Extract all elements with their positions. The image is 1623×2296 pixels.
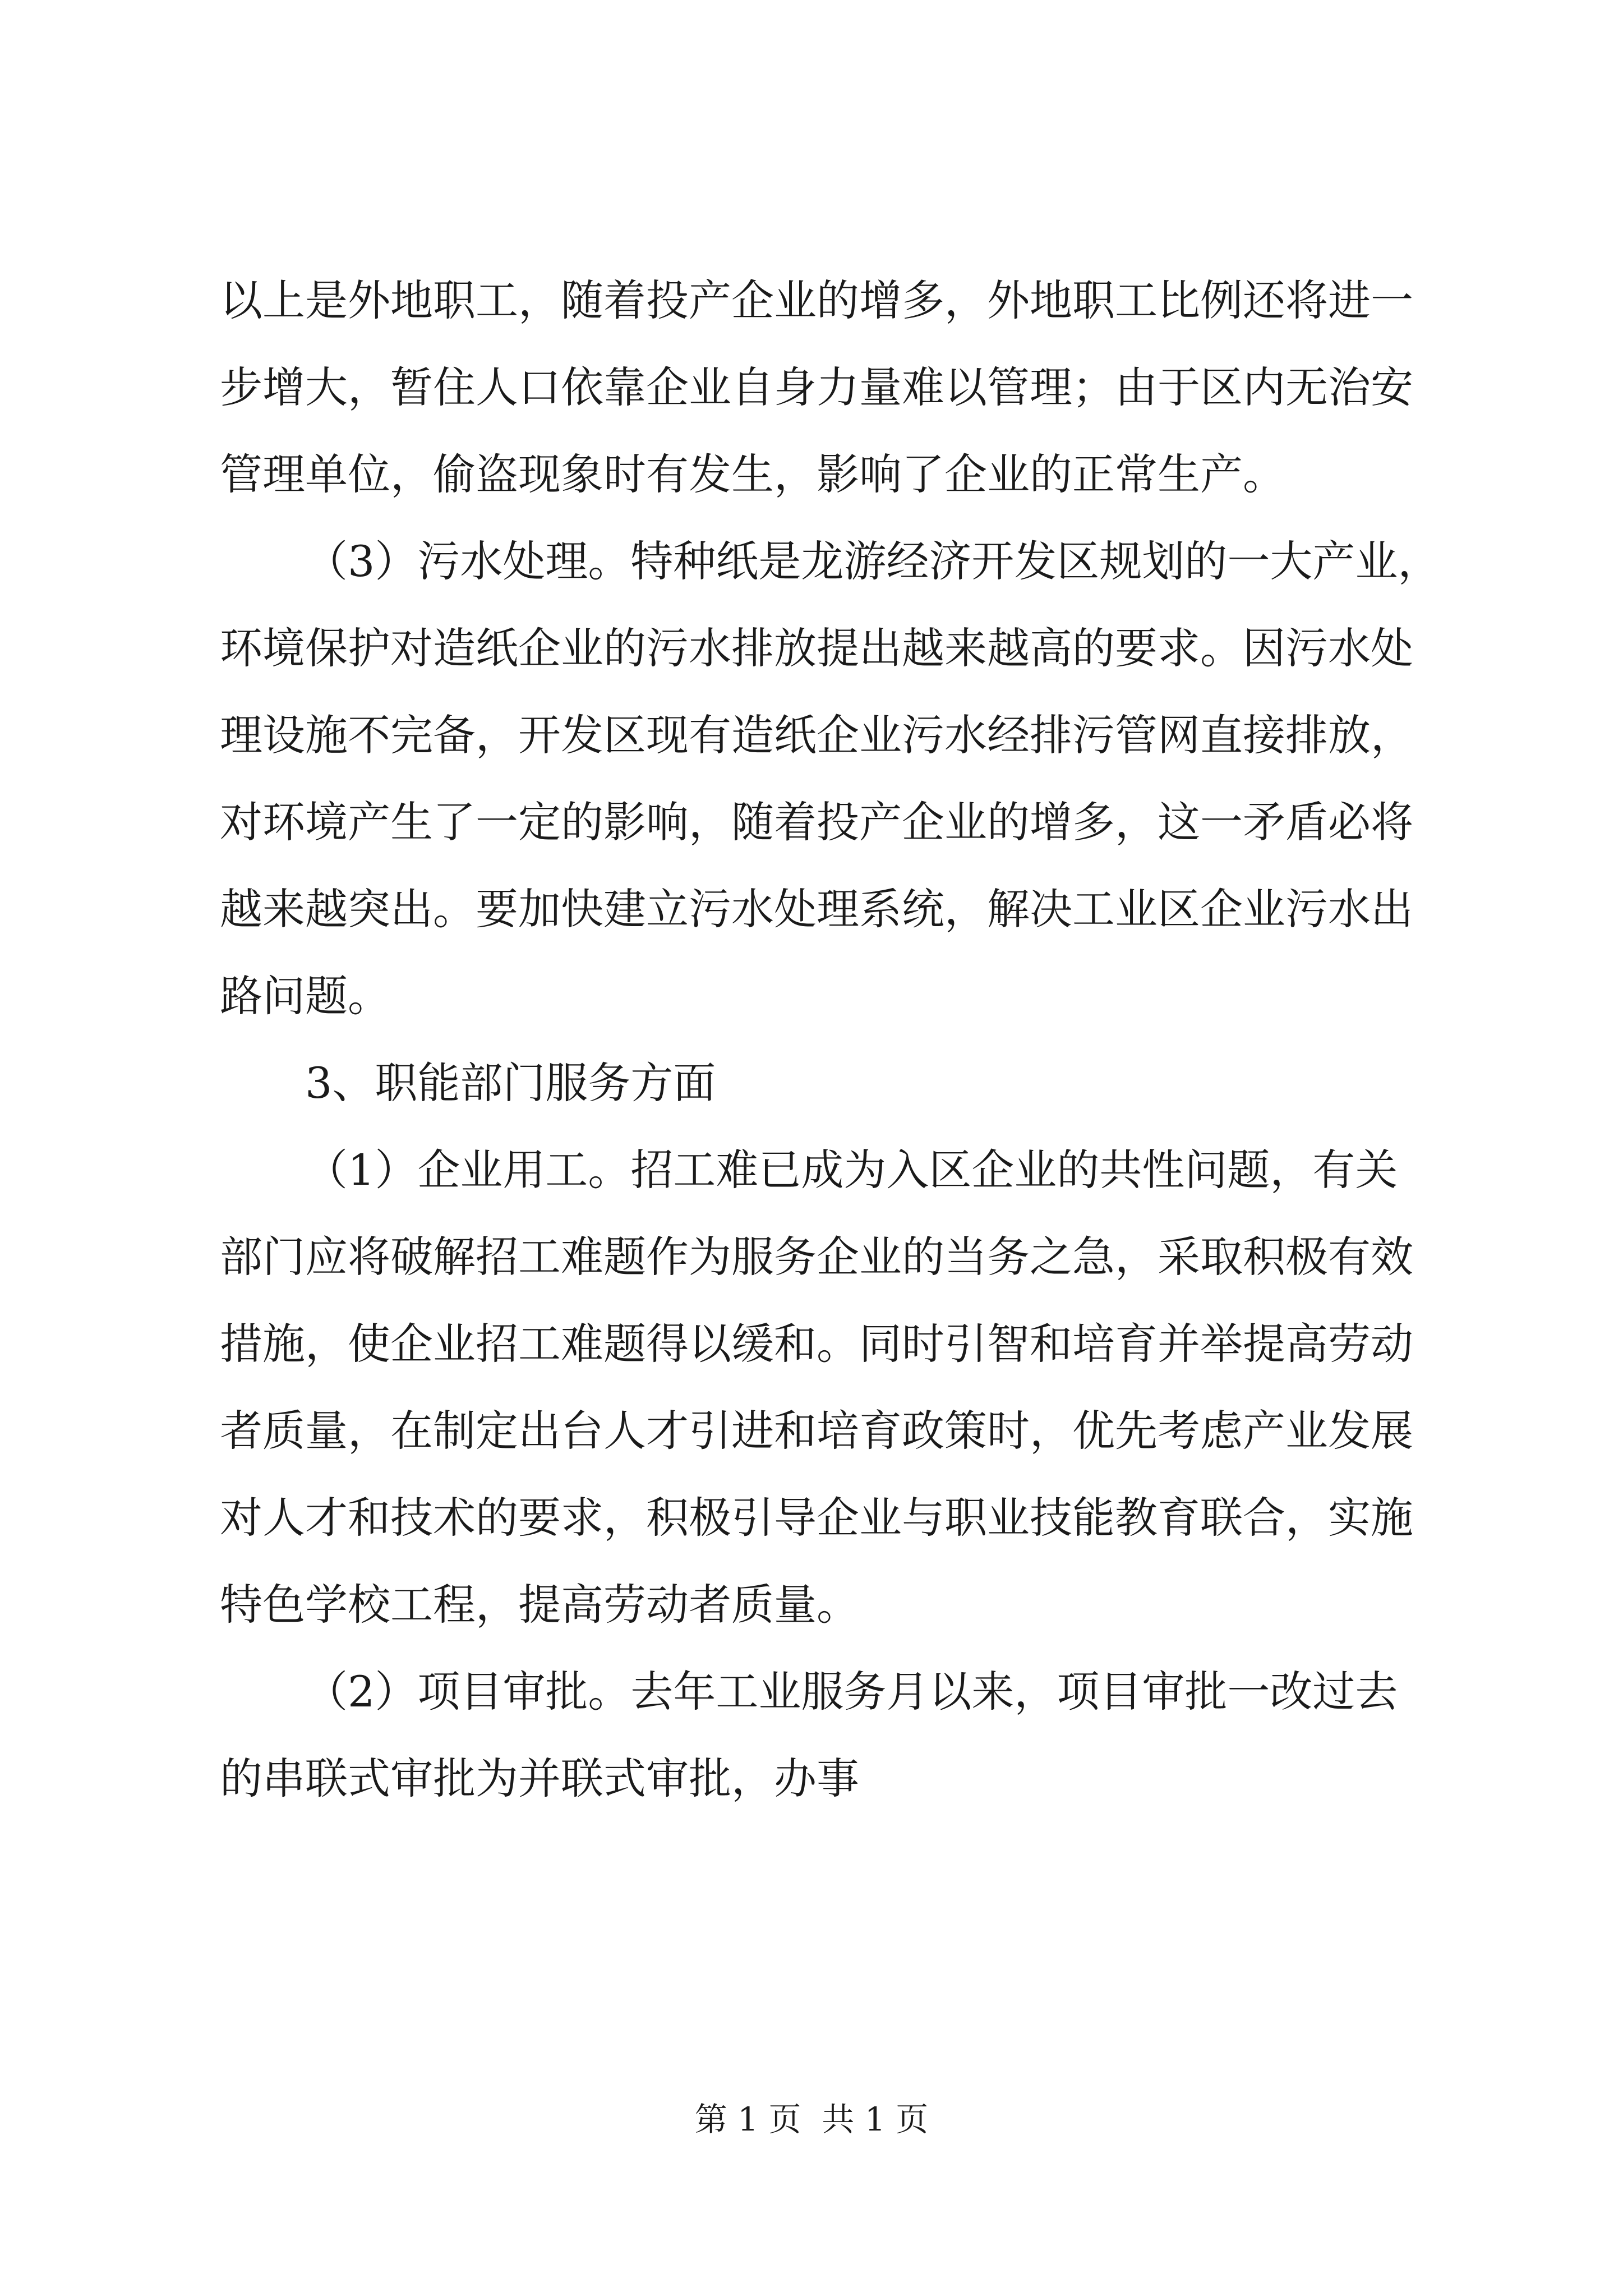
document-body	[220, 257, 1441, 1822]
text-line: 措施，使企业招工难题得以缓和。同时引智和培育并举提高劳动	[220, 1319, 1413, 1369]
section-heading: 3、职能部门服务方面	[305, 1058, 716, 1108]
text-line: 越来越突出。要加快建立污水处理系统，解决工业区企业污水出	[220, 884, 1413, 934]
text-line: 环境保护对造纸企业的污水排放提出越来越高的要求。因污水处	[220, 623, 1413, 673]
text-line: 者质量，在制定出台人才引进和培育政策时，优先考虑产业发展	[220, 1406, 1413, 1456]
page-footer	[0, 2097, 1623, 2142]
text-line: 以上是外地职工，随着投产企业的增多，外地职工比例还将进一	[220, 275, 1413, 325]
text-line: 管理单位，偷盗现象时有发生，影响了企业的正常生产。	[220, 449, 1285, 499]
text-line: 特色学校工程，提高劳动者质量。	[220, 1580, 859, 1630]
text-line: 步增大，暂住人口依靠企业自身力量难以管理；由于区内无治安	[220, 362, 1413, 412]
text-line: 的串联式审批为并联式审批，办事	[220, 1754, 859, 1803]
paragraph-start-line: （2）项目审批。去年工业服务月以来，项目审批一改过去	[305, 1667, 1398, 1717]
text-line: 对人才和技术的要求，积极引导企业与职业技能教育联合，实施	[220, 1493, 1413, 1543]
text-line: 部门应将破解招工难题作为服务企业的当务之急，采取积极有效	[220, 1232, 1413, 1282]
paragraph-start-line: （3）污水处理。特种纸是龙游经济开发区规划的一大产业，	[305, 536, 1441, 586]
page-number-label: 第 1 页 共 1 页	[694, 2100, 929, 2138]
text-line: 路问题。	[220, 971, 390, 1021]
text-line: 理设施不完备，开发区现有造纸企业污水经排污管网直接排放，	[220, 710, 1413, 760]
paragraph-start-line: （1）企业用工。招工难已成为入区企业的共性问题，有关	[305, 1145, 1398, 1195]
text-line: 对环境产生了一定的影响，随着投产企业的增多，这一矛盾必将	[220, 797, 1413, 847]
